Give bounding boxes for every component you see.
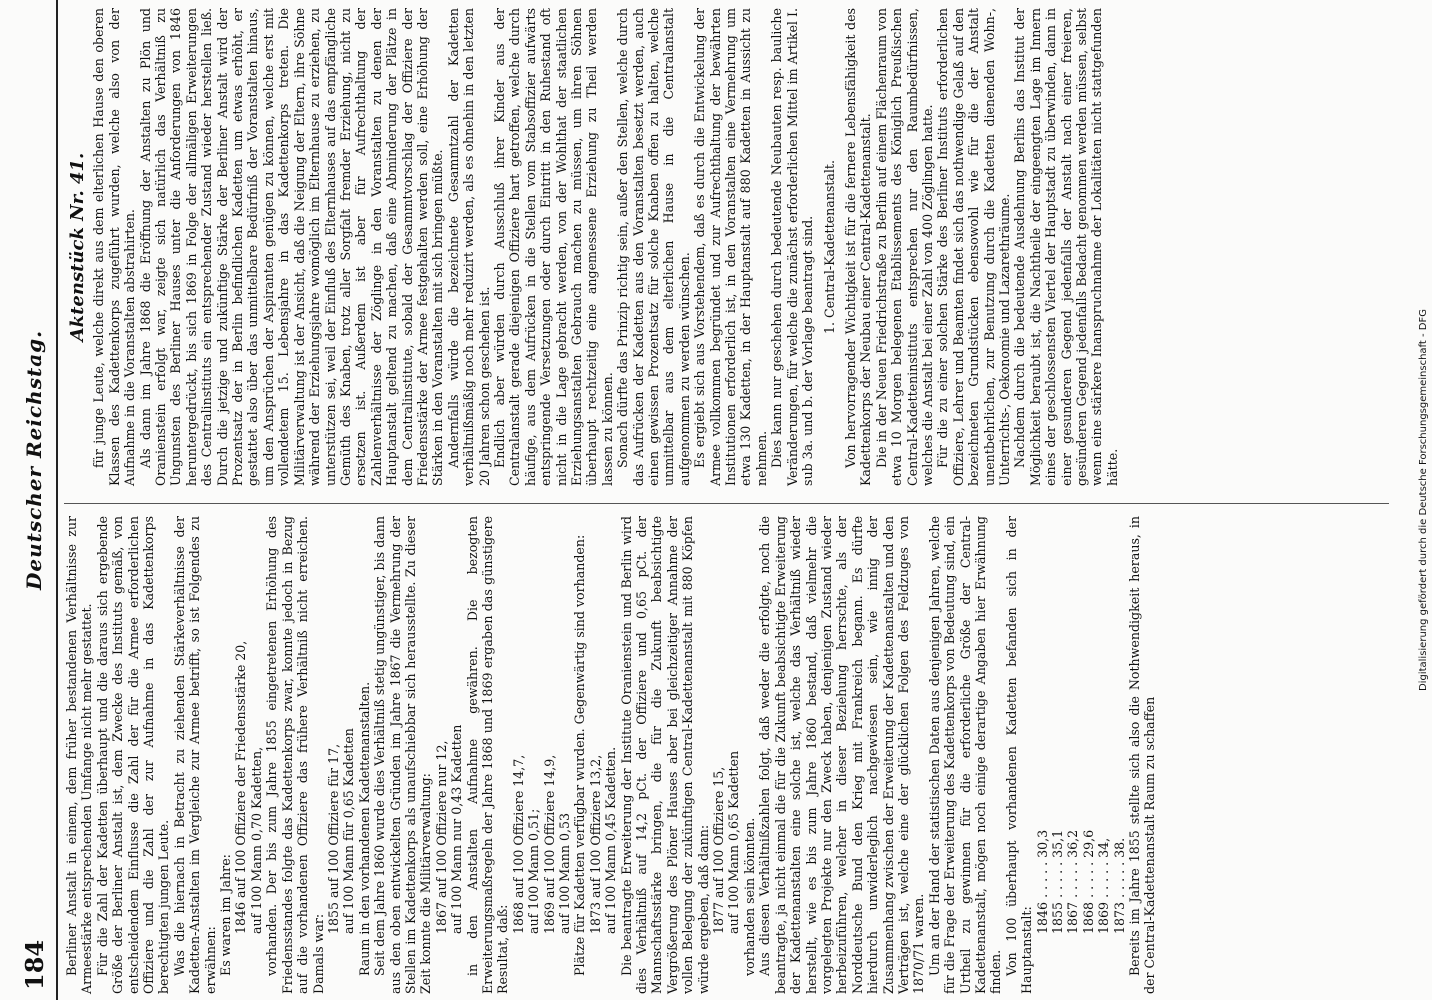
stat-line: auf 100 Mann 0,51; [526, 808, 542, 934]
dfg-credit: Digitalisierung gefördert durch die Deutsche Forschungsgemeinschaft - DFG [1418, 309, 1429, 692]
paragraph: vorhanden sein könnten. [741, 817, 757, 976]
stat-line: 1869 auf 100 Offiziere 14,9, [541, 754, 557, 934]
stat-line: 1846 auf 100 Offiziere der Friedensstärke 20, [233, 640, 249, 934]
paragraph: Seit dem Jahre 1860 wurde dies Verhältniß stetig ungünstiger, bis dann aus den oben entwickelten Gründen im Jahre 1867 die Vermehrung der Stellen im Kadettenkorps als unaufschiebbar sich herausstellte. Zu dieser Zeit konnte die Militärverwaltung: [372, 516, 434, 994]
paragraph: Als dann im Jahre 1868 die Eröffnung der Anstalten zu Plön und Oranienstein erfolgt war, zeigte sich natürlich das Verhältniß zu Ungunsten des Berliner Hauses unter die Anforderungen von 1846 heruntergedrückt, bis sich 1869 in Folge der allmäligen Erweiterungen des Centralinstituts ein entsprechender Zustand wieder herstellen ließ. Durch die jetzige und zukünftige Stärke der Berliner Anstalt wird der Prozentsatz der in Berlin befindlichen Kadetten um etwas erhöht, er gestattet also über das unmittelbare Bedürfniß der Voranstalten hinaus, um den Ansprüchen der Aspiranten genügen zu können, welche erst mit vollendetem 15. Lebensjahre in das Kadettenkorps treten. Die Militärverwaltung ist der Ansicht, daß die Neigung der Eltern, ihre Söhne während der Erziehungsjahre womöglich im Elternhause zu erziehen, zu unterstützen sei, weil der Einfluß des Elternhauses auf das empfängliche Gemüth des Knaben, trotz aller Sorgfalt fremder Erziehung, nicht zu ersetzen ist. Außerdem ist aber für Aufrechthaltung der Zahlenverhältnisse der Zöglinge in den Voranstalten zu denen der Hauptanstalt geltend zu machen, daß eine Abminderung der Plätze in dem Centralinstitute, sobald der Gesammtvorschlag der Offiziere der Friedensstärke der Armee festgehalten werden soll, eine Erhöhung der Stärken in den Voranstalten mit sich bringen müßte. [137, 8, 446, 486]
stat-line: auf 100 Mann 0,65 Kadetten [726, 750, 742, 934]
page-number: 184 [20, 939, 49, 990]
paragraph: Endlich aber würden durch Ausschluß ihrer Kinder aus der Centralanstalt gerade diejenigen Offiziere hart getroffen, welche durch häufige, aus dem Aufrücken in die Stellen vom Stabsoffizier aufwärts entspringende Versetzungen oder durch Eintritt in den Ruhestand oft nicht in die Lage gebracht werden, von der Wohlthat der staatlichen Erziehungsanstalten Gebrauch machen zu müssen, um ihren Söhnen überhaupt rechtzeitig eine angemessene Erziehung zu Theil werden lassen zu können. [491, 8, 615, 486]
paragraph: Plätze für Kadetten verfügbar wurden. Gegenwärtig sind vorhanden: [572, 534, 588, 976]
stat-line: 1873 auf 100 Offiziere 13,2, [587, 754, 603, 934]
stat-line: auf 100 Mann 0,53 [557, 813, 572, 934]
dfg-sidebar [1416, 0, 1432, 1000]
table-row: 1855 . . . . . 35,1 [1050, 829, 1065, 934]
section-heading: 1. Central-Kadettenanstalt. [821, 160, 837, 334]
paragraph: Andernfalls würde die bezeichnete Gesammtzahl der Kadetten verhältnißmäßig noch mehr reduzirt werden, als es ohnehin in den letzten 20 Jahren schon geschehen ist. [445, 8, 492, 486]
paragraph: Bereits im Jahre 1855 stellte sich also die Nothwendigkeit heraus, in der Central-Kadettenanstalt Raum zu schaffen [1127, 516, 1158, 994]
paragraph: in den Anstalten Aufnahme gewähren. Die bezogten Erweiterungsmaßregeln der Jahre 1868 und 1869 ergaben das günstigere Resultat, daß: [464, 516, 511, 994]
page-header [0, 0, 58, 1000]
stat-line: auf 100 Mann nur 0,43 Kadetten [449, 724, 465, 934]
right-column [64, 8, 1120, 486]
paragraph: Es waren im Jahre: [218, 854, 234, 976]
table-row: 1873 . . . . . 38. [1111, 837, 1127, 934]
paragraph: Es ergiebt sich aus Vorstehendem, daß es durch die Entwickelung der Armee vollkommen begründet und zur Aufrechthaltung der bewährten Institutionen erforderlich ist, in den Voranstalten eine Vermehrung um etwa 130 Kadetten, in der Hauptanstalt auf 880 Kadetten in Aussicht zu nehmen. [692, 8, 769, 486]
stat-line: auf 100 Mann 0,70 Kadetten, [248, 746, 264, 934]
paragraph: Dies kann nur geschehen durch bedeutende Neubauten resp. bauliche Veränderungen, für welche die zunächst erforderlichen Mittel im Artikel I. sub 3a. und b. der Vorlage beantragt sind. [769, 8, 816, 486]
paragraph: für junge Leute, welche direkt aus dem elterlichen Hause den oberen Klassen des Kadettenkorps zugeführt wurden, welche also von der Aufnahme in die Voranstalten abstrahirten. [91, 8, 138, 486]
paragraph: Sonach dürfte das Prinzip richtig sein, außer den Stellen, welche durch das Aufrücken der Kadetten aus den Voranstalten besetzt werden, auch einen gewissen Prozentsatz für solche Knaben offen zu halten, welche unmittelbar aus dem elterlichen Hause in die Centralanstalt aufgenommen zu werden wünschen. [615, 8, 692, 486]
paragraph: Die in der Neuen Friedrichstraße zu Berlin auf einem Flächenraum von etwa 10 Morgen belegenen Etablissements des Königlich Preußischen Central-Kadetteninstituts entsprechen nur den Raumbedürfnissen, welches die Anstalt bei einer Zahl von 400 Zöglingen hatte. [873, 8, 935, 486]
stat-line: 1855 auf 100 Offiziere für 17, [325, 743, 341, 934]
table-row: 1846 . . . . . 30,3 [1034, 829, 1050, 934]
paragraph: Aus diesen Verhältnißzahlen folgt, daß weder die erfolgte, noch die beantragte, ja nicht einmal die für die Zukunft beabsichtigte Erweiterung der Kadettenanstalten eine solche ist, welche das Verhältniß wieder herstellt, wie es bis zum Jahre 1860 bestand, daß vielmehr die vorgelegten Projekte nur den Zweck haben, denjenigen Zustand wieder herbeizuführen, welcher in dieser Beziehung herrschte, als der Norddeutsche Bund den Krieg mit Frankreich begann. Es dürfte hierdurch unwiderleglich nachgewiesen sein, wie innig der Zusammenhang zwischen der Erweiterung der Kadettenanstalten und den Verträgen ist, welche eine der glücklichen Folgen des Feldzuges von 1870/71 waren. [757, 516, 927, 994]
table-row: 1868 . . . . . 29,6 [1080, 829, 1096, 934]
paragraph: Raum in den vorhandenen Kadettenanstalten. [356, 681, 372, 976]
cadet-table [1035, 516, 1127, 994]
paragraph: Um an der Hand der statistischen Daten aus denjenigen Jahren, welche für die Frage der Erweiterung des Kadettenkorps von Bedeutung sind, ein Urtheil zu gewinnen für die erforderliche Größe der Central-Kadettenanstalt, mögen noch einige derartige Angaben hier Erwähnung finden. [926, 516, 1004, 994]
table-row: 1869 . . . . . 34, [1096, 837, 1112, 934]
paragraph: Berliner Anstalt in einem, dem früher bestandenen Verhältnisse zur Armeestärke entsprechenden Umfange nicht mehr gestattet. [64, 516, 95, 994]
paragraph: Von hervorragender Wichtigkeit ist für die fernere Lebensfähigkeit des Kadettenkorps der Neubau einer Central-Kadettenanstalt. [842, 8, 874, 486]
left-column [64, 516, 1158, 994]
stat-line: auf 100 Mann für 0,65 Kadetten [341, 728, 357, 934]
stat-line: 1877 auf 100 Offiziere 15, [711, 766, 727, 934]
paragraph: Was die hiernach in Betracht zu ziehenden Stärkeverhältnisse der Kadetten-Anstalten im Vergleiche zur Armee betrifft, so ist Folgendes zu erwähnen: [171, 516, 218, 994]
document-title: Aktenstück Nr. 41. [67, 152, 88, 342]
column-separator [64, 503, 1389, 504]
paragraph: Für die Zahl der Kadetten überhaupt und die daraus sich ergebende Größe der Berliner Anstalt ist, dem Zwecke des Instituts gemäß, von entscheidendem Einflusse die Zahl der für die Armee erforderlichen Offiziere und die Zahl der zur Aufnahme in das Kadettenkorps berechtigten jungen Leute. [94, 516, 172, 994]
paragraph: Von 100 überhaupt vorhandenen Kadetten befanden sich in der Hauptanstalt: [1003, 516, 1035, 994]
paragraph: Für die zu einer solchen Stärke des Berliner Instituts erforderlichen Offiziere, Lehrer und Beamten findet sich das nothwendige Gelaß auf den bezeichneten Grundstücken ebensowohl wie für die der Anstalt unentbehrlichen, zur Benutzung durch die Kadetten dienenden Wohn-, Unterrichts-, Oekonomie und Lazarethräume. [935, 8, 1012, 486]
stat-line: 1868 auf 100 Offiziere 14,7, [510, 754, 526, 934]
paragraph: Die beantragte Erweiterung der Institute Oranienstein und Berlin wird dies Verhältniß auf 14,2 pCt. der Offiziere und 0,65 pCt. der Mannschaftsstärke bringen, die für die Zukunft beabsichtigte Vergrößerung des Plöner Hauses aber bei gleichzeitiger Annahme der vollen Belegung der zukünftigen Central-Kadettenanstalt mit 880 Köpfen würde ergeben, daß dann: [618, 516, 711, 994]
paragraph: vorhanden. Der bis zum Jahre 1855 eingetretenen Erhöhung des Friedensstandes folgte das Kadettenkorps zwar, konnte jedoch in Bezug auf die vorhandenen Offiziere das frühere Verhältniß nicht erreichen. Damals war: [264, 516, 326, 994]
running-title: Deutscher Reichstag. [22, 329, 46, 590]
stat-line: auf 100 Mann 0,45 Kadetten. [603, 746, 619, 934]
table-row: 1867 . . . . . 36,2 [1065, 829, 1081, 934]
paragraph: Nachdem durch die bedeutende Ausdehnung Berlins das Institut der Möglichkeit beraubt ist, die Nachtheile der eingeengten Lage im Innern eines der geschlossensten Viertel der Hauptstadt zu überwinden, dann in einer gesunderen Gegend jedenfalls der Anstalt nach einer freieren, gesünderen Gegend jedenfalls Bedacht genommen werden müssen, selbst wenn eine stärkere Inanspruchnahme der Lokalitäten nicht stattgefunden hätte. [1012, 8, 1120, 486]
stat-line: 1867 auf 100 Offiziere nur 12, [433, 740, 449, 934]
header-rule [56, 0, 58, 1000]
